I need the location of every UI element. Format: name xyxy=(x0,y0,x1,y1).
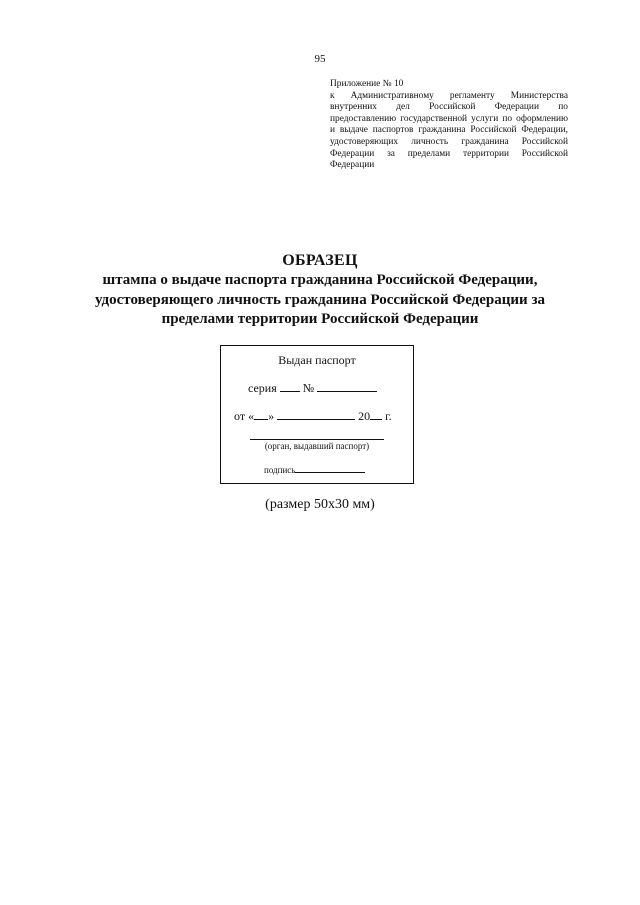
signature-row xyxy=(264,463,365,475)
issuer-line xyxy=(250,439,384,440)
from-label: от « xyxy=(234,409,255,423)
year-blank xyxy=(370,408,382,420)
year-prefix: 20 xyxy=(358,409,371,423)
series-label: серия xyxy=(248,381,277,395)
appendix-block xyxy=(330,79,568,172)
year-suffix: г. xyxy=(385,409,392,423)
day-blank xyxy=(254,408,268,420)
stamp-title: Выдан паспорт xyxy=(278,353,356,367)
heading-title: ОБРАЗЕЦ xyxy=(282,252,358,269)
heading-line-2: удостоверяющего личность гражданина Российской Федерации за xyxy=(95,291,545,308)
document-heading xyxy=(60,251,580,330)
size-note: (размер 50х30 мм) xyxy=(265,497,375,512)
signature-blank xyxy=(295,463,365,473)
series-blank xyxy=(280,380,300,392)
page-number: 95 xyxy=(314,53,326,65)
appendix-text: к Административному регламенту Министерства внутренних дел Российской Федерации по предоставлению государственной услуги по оформлению и выдаче паспортов гражданина Российской Федерации, удостоверяющих личность гражданина Российской Федерации за пределами территории Российской Федерации xyxy=(330,90,568,171)
number-blank xyxy=(317,380,377,392)
month-blank xyxy=(277,408,355,420)
series-number-row xyxy=(248,380,377,396)
heading-line-3: пределами территории Российской Федерации xyxy=(161,311,479,327)
issuer-caption: (орган, выдавший паспорт) xyxy=(264,441,370,451)
quote-close: » xyxy=(268,409,275,423)
date-row xyxy=(234,408,392,424)
stamp-sample xyxy=(220,345,414,484)
appendix-title: Приложение № 10 xyxy=(330,79,404,89)
number-label: № xyxy=(302,381,315,395)
heading-line-1: штампа о выдаче паспорта гражданина Российской Федерации, xyxy=(102,272,538,288)
signature-label: подпись xyxy=(264,465,296,475)
